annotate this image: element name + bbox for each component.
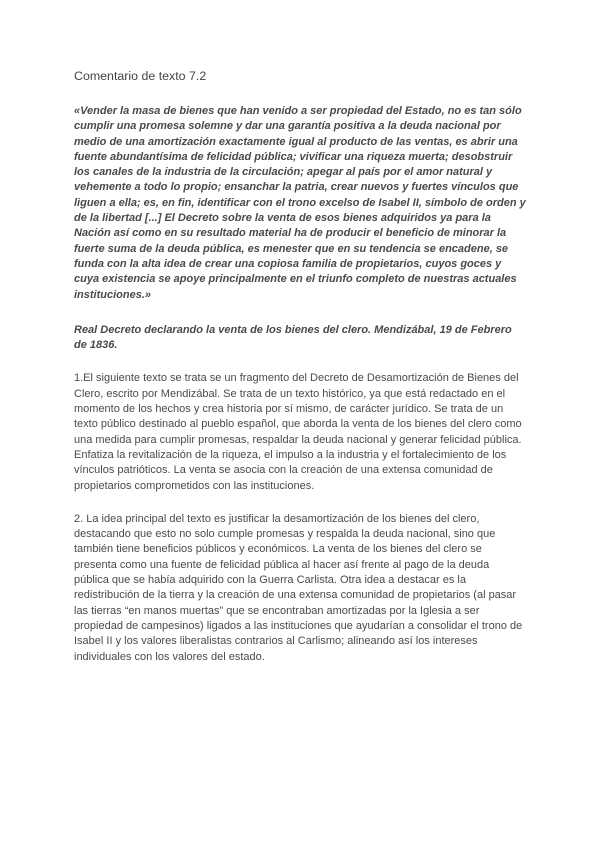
document-title: Comentario de texto 7.2 xyxy=(74,69,207,83)
paragraph-2: 2. La idea principal del texto es justificar la desamortización de los bienes del clero, destacando que esto no solo cumple promesas y respalda la deuda nacional, sino que también tiene beneficios públicos y económicos. La venta de los bienes del clero se presenta como una fuente de felicidad pública al hacer así frente al pago de la deuda pública que se había adquirido con la Guerra Carlista. Otra idea a destacar es la redistribución de la tierra y la creación de una extensa comunidad de propietarios (al pasar las tierras “en manos muertas” que se encontraban amortizadas por la Iglesia a ser propiedad de campesinos) ligados a las instituciones que ayudarían a consolidar el trono de Isabel II y los valores liberalistas contrarios al Carlismo; alineando así los intereses individuales con los valores del estado. xyxy=(74,512,523,663)
quote-source: Real Decreto declarando la venta de los bienes del clero. Mendizábal, 19 de Febrero de 1836. xyxy=(74,323,512,352)
paragraph-1: 1.El siguiente texto se trata se un fragmento del Decreto de Desamortización de Bienes del Clero, escrito por Mendizábal. Se trata de un texto histórico, ya que está redactado en el momento de los hechos y crea historia por sí mismo, de carácter jurídico. Se trata de un texto público destinado al pueblo español, que aborda la venta de los bienes del clero como una medida para cumplir promesas, respaldar la deuda nacional y generar felicidad pública. Enfatiza la revitalización de la riqueza, el impulso a la industria y el fortalecimiento de los vínculos patrióticos. La venta se asocia con la creación de una extensa comunidad de propietarios comprometidos con las instituciones. xyxy=(74,372,522,492)
quote-block: «Vender la masa de bienes que han venido a ser propiedad del Estado, no es tan sólo cumplir una promesa solemne y dar una garantía positiva a la deuda nacional por medio de una amortización exactamente igual al producto de las ventas, es abrir una fuente abundantísima de felicidad pública; vivificar una riqueza muerta; desobstruir los canales de la industria de la circulación; apegar al país por el amor natural y vehemente a todo lo propio; ensanchar la patria, crear nuevos y fuertes vínculos que liguen a ella; es, en fin, identificar con el trono excelso de Isabel II, símbolo de orden y de la libertad [...] El Decreto sobre la venta de esos bienes adquiridos ya para la Nación así como en su resultado material ha de producir el beneficio de minorar la fuerte suma de la deuda pública, es menester que en su tendencia se encadene, se funda con la alta idea de crear una copiosa familia de propietarios, cuyos goces y cuya existencia se apoye principalmente en el triunfo completo de nuestras actuales instituciones.» xyxy=(74,105,526,301)
